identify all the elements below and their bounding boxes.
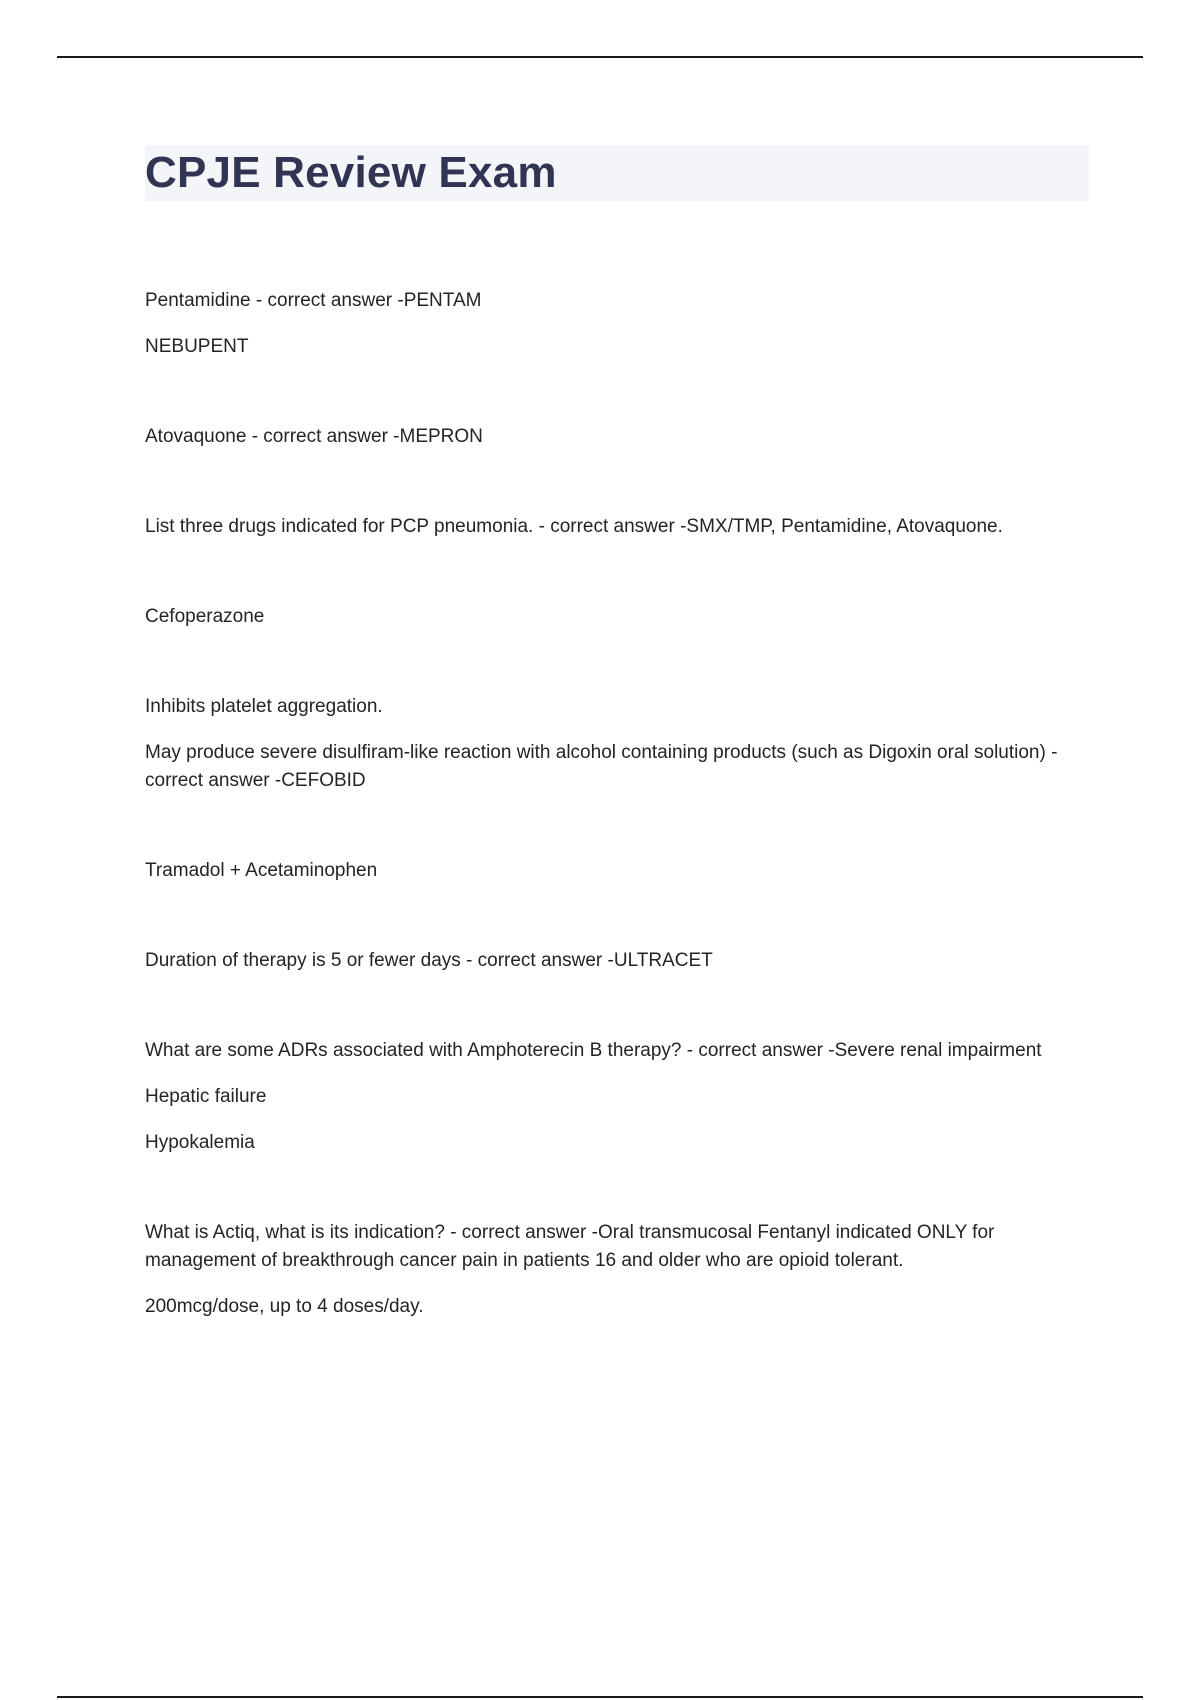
qa-card: [145, 423, 1095, 451]
qa-line: Cefoperazone: [145, 606, 265, 627]
qa-line: Hypokalemia: [145, 1132, 255, 1153]
qa-card: [145, 1219, 1095, 1321]
qa-line: Duration of therapy is 5 or fewer days - correct answer -ULTRACET: [145, 950, 713, 971]
qa-card: [145, 947, 1095, 975]
qa-line: Inhibits platelet aggregation.: [145, 696, 383, 717]
qa-line: Tramadol + Acetaminophen: [145, 860, 378, 881]
qa-card: [145, 287, 1095, 361]
qa-line: Pentamidine - correct answer -PENTAM: [145, 290, 482, 311]
footer-rule: [57, 1696, 1143, 1698]
qa-line: 200mcg/dose, up to 4 doses/day.: [145, 1296, 424, 1317]
qa-card: [145, 1037, 1095, 1157]
document-title: CPJE Review Exam: [145, 148, 557, 197]
document-body: [145, 287, 1095, 1383]
qa-card: [145, 693, 1095, 795]
qa-line: Hepatic failure: [145, 1086, 267, 1107]
qa-card: [145, 513, 1095, 541]
qa-line: What is Actiq, what is its indication? - correct answer -Oral transmucosal Fentanyl indicated ONLY for management of breakthrough cancer pain in patients 16 and older who are opioid tolerant.: [145, 1222, 995, 1271]
qa-line: NEBUPENT: [145, 336, 249, 357]
header-rule: [57, 56, 1143, 58]
qa-line: Atovaquone - correct answer -MEPRON: [145, 426, 483, 447]
qa-line: What are some ADRs associated with Amphoterecin B therapy? - correct answer -Severe renal impairment: [145, 1040, 1042, 1061]
qa-card: [145, 857, 1095, 885]
qa-line: List three drugs indicated for PCP pneumonia. - correct answer -SMX/TMP, Pentamidine, Atovaquone.: [145, 516, 1003, 537]
qa-line: May produce severe disulfiram-like reaction with alcohol containing products (such as Digoxin oral solution) - correct answer -CEFOBID: [145, 742, 1058, 791]
qa-card: [145, 603, 1095, 631]
